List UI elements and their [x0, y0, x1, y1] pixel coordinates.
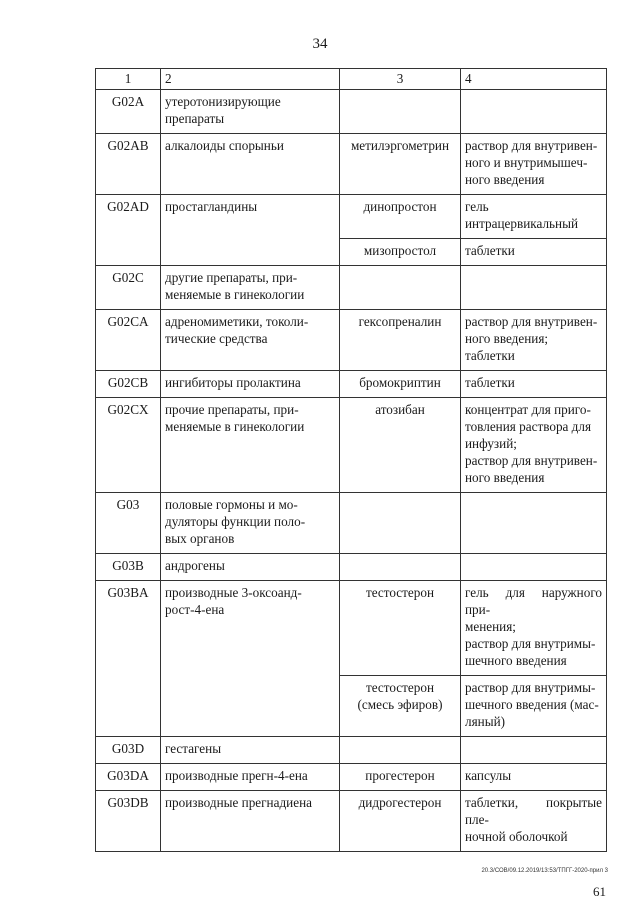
substance-cell: [340, 195, 461, 239]
table-row: [96, 764, 607, 791]
substance-cell: [340, 737, 461, 764]
table-row: [96, 90, 607, 134]
substance-cell: [340, 266, 461, 310]
cell-text-line: шечного введения: [465, 653, 567, 668]
substance-cell: [340, 581, 461, 676]
cell-text-line: гель для наружного при-: [465, 585, 602, 617]
atc-code-cell: G02CA: [96, 310, 161, 371]
page-number-top: 34: [312, 36, 328, 52]
group-name-cell: [161, 493, 340, 554]
substance-cell: [340, 371, 461, 398]
cell-text-line: таблетки: [465, 243, 515, 258]
cell-text-line: утеротонизирующие препараты: [165, 94, 281, 126]
group-name-cell: [161, 195, 340, 266]
page-number-bottom: 61: [593, 884, 606, 899]
group-name-cell: [161, 764, 340, 791]
cell-text-line: дуляторы функции поло-: [165, 514, 306, 529]
cell-text-line: инфузий;: [465, 436, 517, 451]
cell-text-line: капсулы: [465, 768, 512, 783]
cell-text-line: бромокриптин: [359, 375, 441, 390]
cell-text-line: рост-4-ена: [165, 602, 225, 617]
dosage-form-cell: [461, 266, 607, 310]
group-name-cell: [161, 398, 340, 493]
atc-code-cell: G02AB: [96, 134, 161, 195]
atc-code-cell: G03: [96, 493, 161, 554]
cell-text-line: таблетки: [465, 348, 515, 363]
group-name-cell: [161, 134, 340, 195]
substance-cell: [340, 90, 461, 134]
table-row: [96, 737, 607, 764]
table-row: [96, 195, 607, 239]
group-name-cell: [161, 581, 340, 737]
column-header: 1: [96, 69, 161, 90]
substance-cell: [340, 791, 461, 852]
cell-text-line: производные 3-оксоанд-: [165, 585, 302, 600]
atc-code-cell: G03B: [96, 554, 161, 581]
cell-text-line: вых органов: [165, 531, 235, 546]
atc-code-cell: G03DA: [96, 764, 161, 791]
atc-code-cell: G02CX: [96, 398, 161, 493]
cell-text-line: дидрогестерон: [358, 795, 442, 810]
cell-text-line: ного введения: [465, 470, 545, 485]
dosage-form-cell: [461, 195, 607, 239]
atc-code-cell: G03D: [96, 737, 161, 764]
table-row: [96, 398, 607, 493]
cell-text-line: шечного введения (мас-: [465, 697, 599, 712]
dosage-form-cell: [461, 581, 607, 676]
cell-text-line: раствор для внутривен-: [465, 138, 598, 153]
document-stamp: 20.3/СОВ/09.12.2019/13:53/ТПГГ-2020-прил 3: [481, 868, 608, 874]
cell-text-line: (смесь эфиров): [357, 697, 443, 712]
dosage-form-cell: [461, 676, 607, 737]
cell-text-line: ного введения: [465, 172, 545, 187]
atc-code-cell: G02AD: [96, 195, 161, 266]
cell-text-line: прочие препараты, при-: [165, 402, 299, 417]
dosage-form-cell: [461, 90, 607, 134]
table-row: [96, 581, 607, 676]
cell-text-line: раствор для внутримы-: [465, 680, 596, 695]
cell-text-line: простагландины: [165, 199, 258, 214]
cell-text-line: ного введения;: [465, 331, 549, 346]
cell-text-line: ингибиторы пролактина: [165, 375, 301, 390]
cell-text-line: производные прегн-4-ена: [165, 768, 308, 783]
dosage-form-cell: [461, 737, 607, 764]
cell-text-line: концентрат для приго-: [465, 402, 591, 417]
cell-text-line: половые гормоны и мо-: [165, 497, 298, 512]
atc-code-cell: G03BA: [96, 581, 161, 737]
cell-text-line: раствор для внутривен-: [465, 314, 598, 329]
dosage-form-cell: [461, 310, 607, 371]
cell-text-line: тические средства: [165, 331, 268, 346]
cell-text-line: адреномиметики, токоли-: [165, 314, 309, 329]
cell-text-line: ного и внутримышеч-: [465, 155, 588, 170]
substance-cell: [340, 134, 461, 195]
cell-text-line: таблетки, покрытые пле-: [465, 795, 602, 827]
cell-text-line: гексопреналин: [358, 314, 442, 329]
atc-code-cell: G02C: [96, 266, 161, 310]
group-name-cell: [161, 266, 340, 310]
dosage-form-cell: [461, 239, 607, 266]
cell-text-line: ляный): [465, 714, 506, 729]
cell-text-line: мизопростол: [363, 243, 437, 258]
cell-text-line: товления раствора для: [465, 419, 592, 434]
dosage-form-cell: [461, 791, 607, 852]
column-header: 4: [461, 69, 607, 90]
cell-text-line: гестагены: [165, 741, 222, 756]
substance-cell: [340, 676, 461, 737]
table-header-row: [96, 69, 607, 90]
table-body: [96, 90, 607, 852]
substance-cell: [340, 398, 461, 493]
atc-code-cell: G02CB: [96, 371, 161, 398]
table-row: [96, 266, 607, 310]
substance-cell: [340, 554, 461, 581]
group-name-cell: [161, 737, 340, 764]
group-name-cell: [161, 90, 340, 134]
column-header: 3: [340, 69, 461, 90]
dosage-form-cell: [461, 398, 607, 493]
substance-cell: [340, 764, 461, 791]
column-header: 2: [161, 69, 340, 90]
group-name-cell: [161, 554, 340, 581]
cell-text-line: раствор для внутримы-: [465, 636, 596, 651]
substance-cell: [340, 493, 461, 554]
cell-text-line: ночной оболочкой: [465, 829, 568, 844]
cell-text-line: производные прегнадиена: [165, 795, 312, 810]
drug-classification-table: [95, 68, 607, 852]
atc-code-cell: G02A: [96, 90, 161, 134]
cell-text-line: алкалоиды спорыньи: [165, 138, 284, 153]
cell-text-line: раствор для внутривен-: [465, 453, 598, 468]
cell-text-line: динопростон: [363, 199, 437, 214]
substance-cell: [340, 239, 461, 266]
cell-text-line: таблетки: [465, 375, 515, 390]
cell-text-line: андрогены: [165, 558, 225, 573]
cell-text-line: прогестерон: [365, 768, 435, 783]
cell-text-line: атозибан: [375, 402, 425, 417]
atc-code-cell: G03DB: [96, 791, 161, 852]
table-row: [96, 493, 607, 554]
group-name-cell: [161, 371, 340, 398]
table-row: [96, 310, 607, 371]
cell-text-line: менения;: [465, 619, 516, 634]
cell-text-line: меняемые в гинекологии: [165, 287, 305, 302]
cell-text-line: меняемые в гинекологии: [165, 419, 305, 434]
cell-text-line: другие препараты, при-: [165, 270, 298, 285]
table-row: [96, 134, 607, 195]
group-name-cell: [161, 791, 340, 852]
cell-text-line: метилэргометрин: [350, 138, 450, 153]
dosage-form-cell: [461, 493, 607, 554]
table-row: [96, 371, 607, 398]
dosage-form-cell: [461, 764, 607, 791]
group-name-cell: [161, 310, 340, 371]
dosage-form-cell: [461, 554, 607, 581]
cell-text-line: гель интрацервикальный: [465, 199, 579, 231]
dosage-form-cell: [461, 134, 607, 195]
substance-cell: [340, 310, 461, 371]
cell-text-line: тестостерон: [365, 680, 435, 695]
table-row: [96, 554, 607, 581]
dosage-form-cell: [461, 371, 607, 398]
table-row: [96, 791, 607, 852]
cell-text-line: тестостерон: [365, 585, 435, 600]
